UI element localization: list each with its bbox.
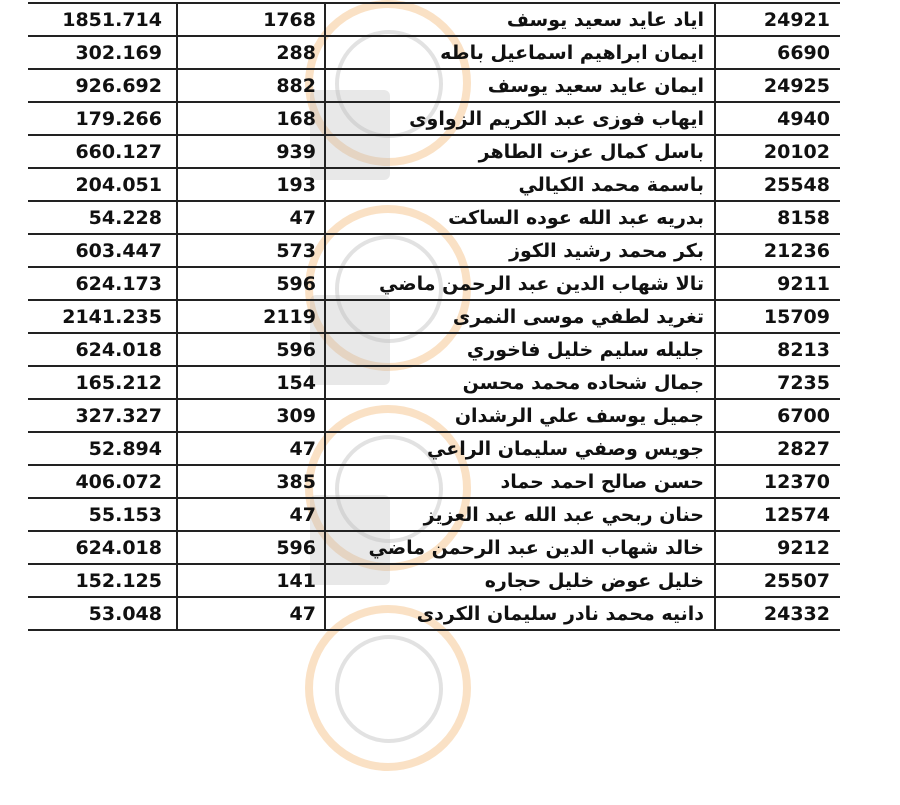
table-row: [28, 135, 840, 168]
table-row: [28, 531, 840, 564]
count-cell: 1768: [177, 3, 325, 36]
name-cell: حسن صالح احمد حماد: [325, 465, 715, 498]
id-cell: 25507: [715, 564, 840, 597]
id-cell: 24332: [715, 597, 840, 630]
id-cell: 2827: [715, 432, 840, 465]
value-cell: 926.692: [28, 69, 177, 102]
count-cell: 2119: [177, 300, 325, 333]
id-cell: 6700: [715, 399, 840, 432]
name-cell: خليل عوض خليل حجاره: [325, 564, 715, 597]
count-cell: 288: [177, 36, 325, 69]
name-cell: ايمان ابراهيم اسماعيل باطه: [325, 36, 715, 69]
value-cell: 55.153: [28, 498, 177, 531]
id-cell: 9211: [715, 267, 840, 300]
value-cell: 2141.235: [28, 300, 177, 333]
name-cell: بدريه عبد الله عوده الساكت: [325, 201, 715, 234]
count-cell: 596: [177, 333, 325, 366]
table-row: [28, 498, 840, 531]
table-row: [28, 333, 840, 366]
table-row: [28, 36, 840, 69]
table-row: [28, 69, 840, 102]
value-cell: 179.266: [28, 102, 177, 135]
id-cell: 20102: [715, 135, 840, 168]
value-cell: 54.228: [28, 201, 177, 234]
value-cell: 406.072: [28, 465, 177, 498]
table-row: [28, 234, 840, 267]
table-row: [28, 168, 840, 201]
table-row: [28, 465, 840, 498]
id-cell: 12370: [715, 465, 840, 498]
name-cell: جميل يوسف علي الرشدان: [325, 399, 715, 432]
id-cell: 25548: [715, 168, 840, 201]
id-cell: 15709: [715, 300, 840, 333]
id-cell: 24921: [715, 3, 840, 36]
name-cell: جمال شحاده محمد محسن: [325, 366, 715, 399]
value-cell: 53.048: [28, 597, 177, 630]
table-row: [28, 102, 840, 135]
id-cell: 24925: [715, 69, 840, 102]
value-cell: 624.018: [28, 531, 177, 564]
value-cell: 624.173: [28, 267, 177, 300]
table-row: [28, 201, 840, 234]
name-cell: تغريد لطفي موسى النمرى: [325, 300, 715, 333]
table-row: [28, 564, 840, 597]
table-row: [28, 432, 840, 465]
count-cell: 168: [177, 102, 325, 135]
name-cell: ايمان عايد سعيد يوسف: [325, 69, 715, 102]
value-cell: 624.018: [28, 333, 177, 366]
name-cell: خالد شهاب الدين عبد الرحمن ماضي: [325, 531, 715, 564]
value-cell: 302.169: [28, 36, 177, 69]
count-cell: 596: [177, 531, 325, 564]
watermark-logo: [250, 605, 500, 805]
name-cell: جليله سليم خليل فاخوري: [325, 333, 715, 366]
id-cell: 7235: [715, 366, 840, 399]
table-row: [28, 366, 840, 399]
id-cell: 6690: [715, 36, 840, 69]
name-cell: دانيه محمد نادر سليمان الكردى: [325, 597, 715, 630]
count-cell: 193: [177, 168, 325, 201]
name-cell: باسل كمال عزت الطاهر: [325, 135, 715, 168]
name-cell: بكر محمد رشيد الكوز: [325, 234, 715, 267]
id-cell: 21236: [715, 234, 840, 267]
name-cell: اياد عايد سعيد يوسف: [325, 3, 715, 36]
count-cell: 141: [177, 564, 325, 597]
id-cell: 8213: [715, 333, 840, 366]
value-cell: 52.894: [28, 432, 177, 465]
table-row: [28, 267, 840, 300]
name-cell: حنان ربحي عبد الله عبد العزيز: [325, 498, 715, 531]
name-cell: باسمة محمد الكيالي: [325, 168, 715, 201]
table-row: [28, 399, 840, 432]
count-cell: 47: [177, 201, 325, 234]
count-cell: 47: [177, 432, 325, 465]
value-cell: 603.447: [28, 234, 177, 267]
id-cell: 8158: [715, 201, 840, 234]
id-cell: 9212: [715, 531, 840, 564]
table-row: [28, 300, 840, 333]
name-cell: جويس وصفي سليمان الراعي: [325, 432, 715, 465]
id-cell: 4940: [715, 102, 840, 135]
id-cell: 12574: [715, 498, 840, 531]
count-cell: 47: [177, 498, 325, 531]
value-cell: 660.127: [28, 135, 177, 168]
value-cell: 165.212: [28, 366, 177, 399]
table-row: [28, 3, 840, 36]
value-cell: 204.051: [28, 168, 177, 201]
count-cell: 385: [177, 465, 325, 498]
count-cell: 882: [177, 69, 325, 102]
count-cell: 47: [177, 597, 325, 630]
name-cell: تالا شهاب الدين عبد الرحمن ماضي: [325, 267, 715, 300]
count-cell: 573: [177, 234, 325, 267]
count-cell: 154: [177, 366, 325, 399]
name-cell: ايهاب فوزى عبد الكريم الزواوى: [325, 102, 715, 135]
value-cell: 152.125: [28, 564, 177, 597]
table-row: [28, 597, 840, 630]
value-cell: 1851.714: [28, 3, 177, 36]
count-cell: 939: [177, 135, 325, 168]
value-cell: 327.327: [28, 399, 177, 432]
count-cell: 309: [177, 399, 325, 432]
count-cell: 596: [177, 267, 325, 300]
data-table: [28, 2, 840, 631]
